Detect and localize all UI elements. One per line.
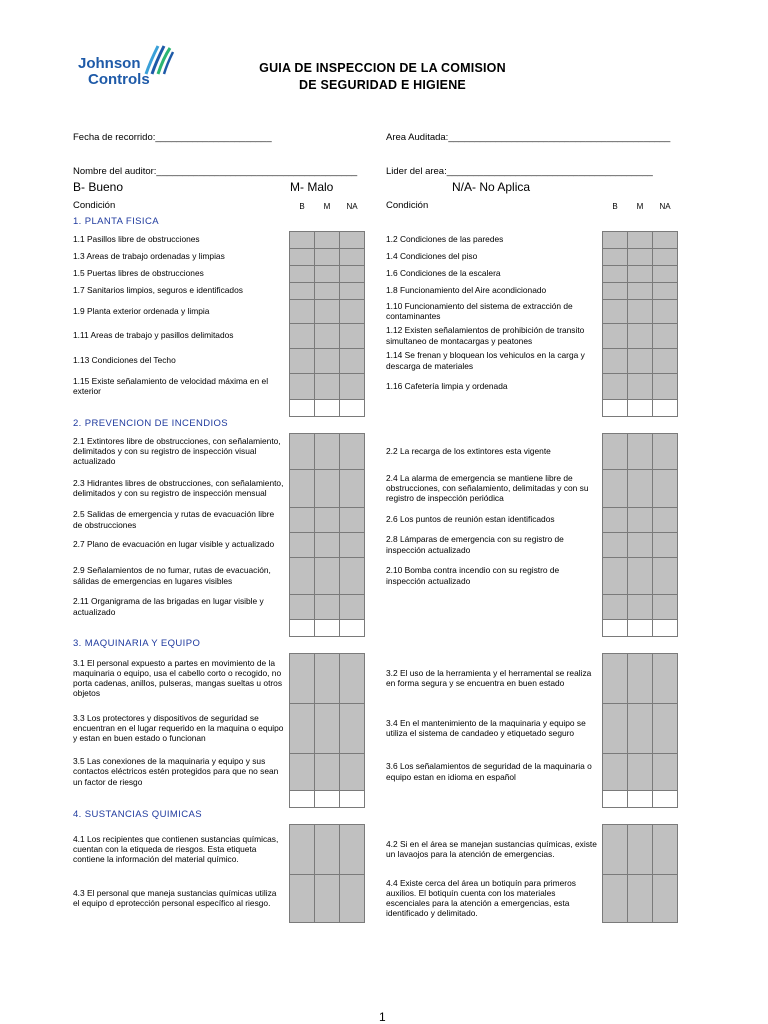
quimicas-left-cell[interactable] bbox=[339, 824, 365, 875]
col-m-header-right: M bbox=[636, 202, 644, 211]
incendios-right-right-cell[interactable] bbox=[602, 433, 628, 470]
planta-right-cell[interactable] bbox=[602, 248, 628, 266]
item-2-5: 2.5 Salidas de emergencia y rutas de evacuación libre de obstrucciones bbox=[73, 509, 275, 530]
incendios-left-left-cell[interactable] bbox=[314, 594, 340, 620]
planta-right-cell[interactable] bbox=[652, 248, 678, 266]
maquinaria-left-cell[interactable] bbox=[289, 703, 315, 754]
item-1-13: 1.13 Condiciones del Techo bbox=[73, 355, 176, 366]
section-maquinaria-equipo: 3. MAQUINARIA Y EQUIPO bbox=[73, 638, 201, 649]
planta-left-cell[interactable] bbox=[289, 282, 315, 300]
logo-text-controls: Controls bbox=[88, 71, 150, 88]
planta-left-cell[interactable] bbox=[339, 282, 365, 300]
quimicas-right-cell[interactable] bbox=[652, 824, 678, 875]
planta-left-cell[interactable] bbox=[339, 265, 365, 283]
maquinaria-right-cell[interactable] bbox=[627, 753, 653, 791]
item-3-2: 3.2 El uso de la herramienta y el herramental se realiza en forma segura y se encuentra en buen estado bbox=[386, 667, 592, 688]
quimicas-left-cell[interactable] bbox=[339, 874, 365, 923]
planta-right-cell[interactable] bbox=[652, 299, 678, 324]
company-logo bbox=[78, 44, 188, 94]
planta-left-cell[interactable] bbox=[289, 299, 315, 324]
condicion-header-left: Condición bbox=[73, 200, 116, 211]
maquinaria-left-cell[interactable] bbox=[339, 753, 365, 791]
planta-right-cell[interactable] bbox=[652, 282, 678, 300]
planta-left-cell[interactable] bbox=[339, 299, 365, 324]
incendios-left-left-cell[interactable] bbox=[289, 594, 315, 620]
quimicas-right-cell[interactable] bbox=[602, 824, 628, 875]
item-1-3: 1.3 Areas de trabajo ordenadas y limpias bbox=[73, 251, 225, 262]
incendios-left-left-cell[interactable] bbox=[289, 469, 315, 508]
maquinaria-left-cell[interactable] bbox=[339, 653, 365, 704]
document-title-line2: DE SEGURIDAD E HIGIENE bbox=[299, 78, 466, 92]
planta-left-cell[interactable] bbox=[314, 323, 340, 349]
item-1-5: 1.5 Puertas libres de obstrucciones bbox=[73, 268, 204, 279]
planta-right-cell[interactable] bbox=[602, 299, 628, 324]
document-title-line1: GUIA DE INSPECCION DE LA COMISION bbox=[259, 61, 506, 75]
planta-right-cell[interactable] bbox=[627, 231, 653, 249]
planta-right-cell[interactable] bbox=[602, 348, 628, 374]
planta-right-cell[interactable] bbox=[652, 265, 678, 283]
planta-right-cell[interactable] bbox=[652, 373, 678, 400]
planta-left-cell[interactable] bbox=[289, 248, 315, 266]
legend-bueno: B- Bueno bbox=[73, 180, 124, 194]
maquinaria-right-cell[interactable] bbox=[602, 753, 628, 791]
planta-left-cell bbox=[289, 399, 315, 417]
section-planta-fisica: 1. PLANTA FISICA bbox=[73, 216, 159, 227]
planta-left-cell[interactable] bbox=[314, 373, 340, 400]
incendios-right-right-cell[interactable] bbox=[652, 507, 678, 533]
item-4-2: 4.2 Si en el área se manejan sustancias químicas, existe un lavaojos para la atención de emergencias. bbox=[386, 838, 597, 859]
logo-swoosh-icon bbox=[142, 44, 176, 78]
item-3-6: 3.6 Los señalamientos de seguridad de la maquinaria o equipo estan en idioma en español bbox=[386, 761, 592, 782]
quimicas-right-cell[interactable] bbox=[652, 874, 678, 923]
planta-right-cell[interactable] bbox=[627, 348, 653, 374]
quimicas-left-cell[interactable] bbox=[289, 824, 315, 875]
incendios-right-right-cell[interactable] bbox=[652, 594, 678, 620]
maquinaria-right-cell bbox=[652, 790, 678, 808]
incendios-left-left-cell[interactable] bbox=[339, 469, 365, 508]
legend-malo: M- Malo bbox=[290, 180, 334, 194]
maquinaria-left-cell bbox=[314, 790, 340, 808]
col-na-header-left: NA bbox=[346, 202, 358, 211]
planta-right-cell[interactable] bbox=[627, 323, 653, 349]
item-1-2: 1.2 Condiciones de las paredes bbox=[386, 234, 504, 245]
item-3-3: 3.3 Los protectores y dispositivos de seguridad se encuentran en el lugar requerido en la maquina o equipo y estan en buen estado o funcionan bbox=[73, 712, 284, 744]
legend-no-aplica: N/A- No Aplica bbox=[452, 180, 531, 194]
lider-area-field[interactable]: Lider del area:_______________________________________ bbox=[386, 166, 653, 177]
item-2-9: 2.9 Señalamientos de no fumar, rutas de evacuación, sálidas de emergencias en lugares visibles bbox=[73, 565, 271, 586]
planta-right-cell[interactable] bbox=[652, 348, 678, 374]
planta-right-cell[interactable] bbox=[602, 265, 628, 283]
incendios-right-right-cell[interactable] bbox=[602, 469, 628, 508]
planta-right-cell[interactable] bbox=[627, 248, 653, 266]
planta-right-cell bbox=[602, 399, 628, 417]
maquinaria-left-cell[interactable] bbox=[289, 653, 315, 704]
planta-left-cell[interactable] bbox=[339, 373, 365, 400]
planta-left-cell[interactable] bbox=[314, 348, 340, 374]
incendios-right-right-cell[interactable] bbox=[627, 469, 653, 508]
maquinaria-left-cell[interactable] bbox=[289, 753, 315, 791]
planta-right-cell[interactable] bbox=[627, 265, 653, 283]
incendios-right-right-cell bbox=[652, 619, 678, 637]
maquinaria-left-cell bbox=[339, 790, 365, 808]
area-auditada-field[interactable]: Area Auditada:__________________________________________ bbox=[386, 132, 671, 143]
planta-left-cell[interactable] bbox=[314, 231, 340, 249]
incendios-right-right-cell bbox=[627, 619, 653, 637]
page-number: 1 bbox=[379, 1010, 386, 1024]
incendios-left-left-cell[interactable] bbox=[314, 557, 340, 595]
planta-right-cell[interactable] bbox=[602, 231, 628, 249]
incendios-left-left-cell bbox=[339, 619, 365, 637]
nombre-auditor-field[interactable]: Nombre del auditor:______________________________________ bbox=[73, 166, 358, 177]
quimicas-right-cell[interactable] bbox=[627, 874, 653, 923]
incendios-right-right-cell[interactable] bbox=[627, 557, 653, 595]
planta-left-cell[interactable] bbox=[289, 373, 315, 400]
planta-left-cell bbox=[314, 399, 340, 417]
incendios-left-left-cell[interactable] bbox=[339, 594, 365, 620]
planta-left-cell[interactable] bbox=[314, 265, 340, 283]
item-2-6: 2.6 Los puntos de reunión estan identificados bbox=[386, 514, 555, 525]
incendios-left-left-cell[interactable] bbox=[339, 532, 365, 558]
item-1-15: 1.15 Existe señalamiento de velocidad máxima en el exterior bbox=[73, 375, 269, 396]
incendios-left-left-cell[interactable] bbox=[289, 532, 315, 558]
col-b-header-right: B bbox=[612, 202, 618, 211]
item-1-6: 1.6 Condiciones de la escalera bbox=[386, 268, 501, 279]
item-1-10: 1.10 Funcionamiento del sistema de extracción de contaminantes bbox=[386, 300, 573, 321]
incendios-left-left-cell[interactable] bbox=[314, 433, 340, 470]
item-4-3: 4.3 El personal que maneja sustancias químicas utiliza el equipo d eprotección personal específico al riesgo. bbox=[73, 887, 277, 908]
planta-left-cell[interactable] bbox=[289, 348, 315, 374]
planta-left-cell[interactable] bbox=[339, 323, 365, 349]
col-m-header-left: M bbox=[323, 202, 331, 211]
item-1-9: 1.9 Planta exterior ordenada y limpia bbox=[73, 305, 210, 316]
quimicas-left-cell[interactable] bbox=[289, 874, 315, 923]
incendios-right-right-cell[interactable] bbox=[602, 594, 628, 620]
planta-right-cell[interactable] bbox=[652, 231, 678, 249]
incendios-left-left-cell bbox=[314, 619, 340, 637]
planta-left-cell[interactable] bbox=[289, 231, 315, 249]
incendios-left-left-cell bbox=[289, 619, 315, 637]
item-1-8: 1.8 Funcionamiento del Aire acondicionado bbox=[386, 285, 547, 296]
item-4-4: 4.4 Existe cerca del área un botiquín para primeros auxilios. El botiquín cuenta con los materiales escenciales para la atención a emergencias, esta identificado y delimitado. bbox=[386, 877, 576, 919]
section-prevencion-incendios: 2. PREVENCION DE INCENDIOS bbox=[73, 418, 229, 429]
planta-left-cell[interactable] bbox=[314, 248, 340, 266]
planta-right-cell bbox=[627, 399, 653, 417]
planta-right-cell[interactable] bbox=[627, 282, 653, 300]
planta-left-cell bbox=[339, 399, 365, 417]
item-2-1: 2.1 Extintores libre de obstrucciones, con señalamiento, delimitados y con su registro de inspección visual actualizado bbox=[73, 435, 281, 467]
maquinaria-right-cell[interactable] bbox=[627, 703, 653, 754]
maquinaria-left-cell bbox=[289, 790, 315, 808]
item-2-10: 2.10 Bomba contra incendio con su registro de inspección actualizado bbox=[386, 565, 560, 586]
item-2-11: 2.11 Organigrama de las brigadas en lugar visible y actualizado bbox=[73, 596, 264, 617]
maquinaria-right-cell[interactable] bbox=[652, 653, 678, 704]
incendios-right-right-cell[interactable] bbox=[627, 532, 653, 558]
maquinaria-left-cell[interactable] bbox=[314, 753, 340, 791]
item-2-8: 2.8 Lámparas de emergencia con su registro de inspección actualizado bbox=[386, 534, 564, 555]
item-1-4: 1.4 Condiciones del piso bbox=[386, 251, 478, 262]
fecha-field[interactable]: Fecha de recorrido:______________________ bbox=[73, 132, 272, 143]
planta-left-cell[interactable] bbox=[339, 231, 365, 249]
planta-left-cell[interactable] bbox=[339, 248, 365, 266]
incendios-right-right-cell[interactable] bbox=[652, 433, 678, 470]
section-sustancias-quimicas: 4. SUSTANCIAS QUIMICAS bbox=[73, 809, 202, 820]
item-1-1: 1.1 Pasillos libre de obstrucciones bbox=[73, 234, 200, 245]
col-b-header-left: B bbox=[299, 202, 305, 211]
planta-right-cell bbox=[652, 399, 678, 417]
planta-right-cell[interactable] bbox=[602, 282, 628, 300]
item-3-4: 3.4 En el mantenimiento de la maquinaria y equipo se utiliza el sistema de candadeo y etiquetado seguro bbox=[386, 717, 586, 738]
incendios-right-right-cell[interactable] bbox=[602, 557, 628, 595]
incendios-left-left-cell[interactable] bbox=[314, 532, 340, 558]
incendios-right-right-cell[interactable] bbox=[627, 433, 653, 470]
maquinaria-right-cell[interactable] bbox=[602, 653, 628, 704]
item-3-1: 3.1 El personal expuesto a partes en movimiento de la maquinaria o equipo, usa el cabello corto o recogido, no porta cadenas, anillos, pulseras, mangas sueltas u otros objetos bbox=[73, 657, 283, 699]
incendios-right-right-cell bbox=[602, 619, 628, 637]
incendios-left-left-cell[interactable] bbox=[339, 507, 365, 533]
item-2-7: 2.7 Plano de evacuación en lugar visible y actualizado bbox=[73, 539, 275, 550]
condicion-header-right: Condición bbox=[386, 200, 429, 211]
maquinaria-left-cell[interactable] bbox=[314, 703, 340, 754]
incendios-right-right-cell[interactable] bbox=[627, 594, 653, 620]
planta-left-cell[interactable] bbox=[314, 299, 340, 324]
item-2-2: 2.2 La recarga de los extintores esta vigente bbox=[386, 445, 551, 456]
incendios-right-right-cell[interactable] bbox=[652, 469, 678, 508]
col-na-header-right: NA bbox=[659, 202, 671, 211]
planta-left-cell[interactable] bbox=[314, 282, 340, 300]
planta-left-cell[interactable] bbox=[289, 265, 315, 283]
quimicas-left-cell[interactable] bbox=[314, 824, 340, 875]
quimicas-right-cell[interactable] bbox=[627, 824, 653, 875]
incendios-right-right-cell[interactable] bbox=[652, 532, 678, 558]
incendios-right-right-cell[interactable] bbox=[652, 557, 678, 595]
quimicas-left-cell[interactable] bbox=[314, 874, 340, 923]
planta-left-cell[interactable] bbox=[289, 323, 315, 349]
maquinaria-left-cell[interactable] bbox=[314, 653, 340, 704]
maquinaria-right-cell bbox=[602, 790, 628, 808]
maquinaria-right-cell[interactable] bbox=[602, 703, 628, 754]
incendios-left-left-cell[interactable] bbox=[314, 507, 340, 533]
item-1-7: 1.7 Sanitarios limpios, seguros e identificados bbox=[73, 285, 243, 296]
maquinaria-right-cell bbox=[627, 790, 653, 808]
planta-right-cell[interactable] bbox=[602, 323, 628, 349]
maquinaria-right-cell[interactable] bbox=[652, 753, 678, 791]
item-1-14: 1.14 Se frenan y bloquean los vehiculos en la carga y descarga de materiales bbox=[386, 350, 585, 371]
item-3-5: 3.5 Las conexiones de la maquinaria y equipo y sus contactos eléctricos estén protegidos para que no sean un factor de riesgo bbox=[73, 756, 279, 787]
quimicas-right-cell[interactable] bbox=[602, 874, 628, 923]
incendios-left-left-cell[interactable] bbox=[314, 469, 340, 508]
maquinaria-left-cell[interactable] bbox=[339, 703, 365, 754]
planta-left-cell[interactable] bbox=[339, 348, 365, 374]
planta-right-cell[interactable] bbox=[602, 373, 628, 400]
logo-text-johnson: Johnson bbox=[78, 55, 141, 72]
incendios-right-right-cell[interactable] bbox=[602, 532, 628, 558]
incendios-right-right-cell[interactable] bbox=[627, 507, 653, 533]
incendios-left-left-cell[interactable] bbox=[289, 507, 315, 533]
incendios-left-left-cell[interactable] bbox=[339, 433, 365, 470]
item-2-3: 2.3 Hidrantes libres de obstrucciones, con señalamiento, delimitados y con su registro de inspección mensual bbox=[73, 477, 284, 498]
maquinaria-right-cell[interactable] bbox=[652, 703, 678, 754]
incendios-right-right-cell[interactable] bbox=[602, 507, 628, 533]
incendios-left-left-cell[interactable] bbox=[289, 433, 315, 470]
item-1-12: 1.12 Existen señalamientos de prohibición de transito simultaneo de montacargas y peatones bbox=[386, 325, 585, 346]
item-2-4: 2.4 La alarma de emergencia se mantiene libre de obstrucciones, con señalamiento, delimitadas y con su registro de inspección periódica bbox=[386, 472, 589, 504]
incendios-left-left-cell[interactable] bbox=[289, 557, 315, 595]
maquinaria-right-cell[interactable] bbox=[627, 653, 653, 704]
item-4-1: 4.1 Los recipientes que contienen sustancias químicas, cuentan con la etiqueda de riesgos. Esta etiqueta contiene la información del material químico. bbox=[73, 833, 279, 865]
planta-right-cell[interactable] bbox=[652, 323, 678, 349]
planta-right-cell[interactable] bbox=[627, 373, 653, 400]
planta-right-cell[interactable] bbox=[627, 299, 653, 324]
incendios-left-left-cell[interactable] bbox=[339, 557, 365, 595]
item-1-16: 1.16 Cafetería limpia y ordenada bbox=[386, 380, 508, 391]
item-1-11: 1.11 Areas de trabajo y pasillos delimitados bbox=[73, 330, 234, 341]
